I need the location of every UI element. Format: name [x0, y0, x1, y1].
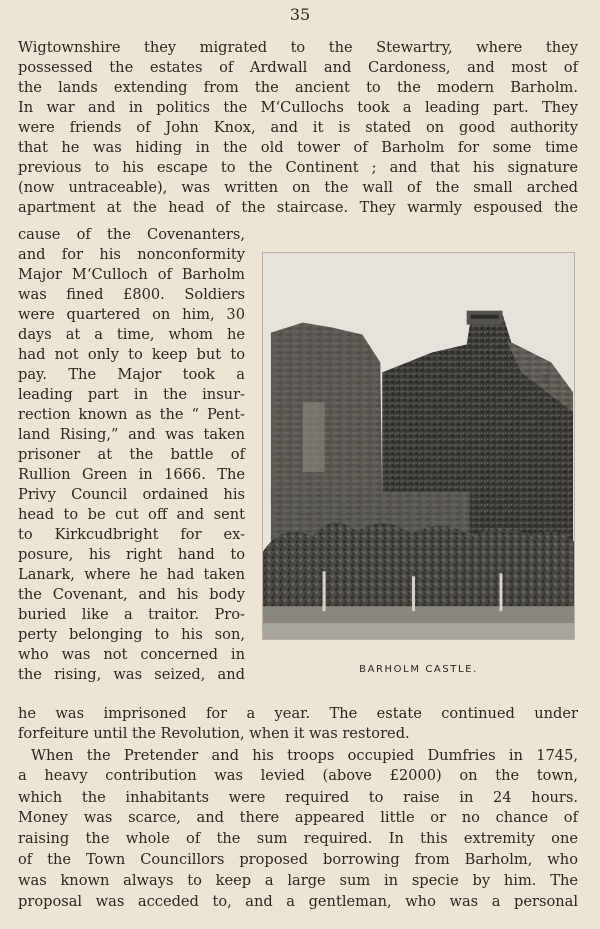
column-text-line: was fined £800. Soldiers — [18, 286, 245, 303]
column-text-line: perty belonging to his son, — [18, 626, 245, 643]
text-line: a heavy contribution was levied (above £2000) on the town, — [18, 767, 578, 784]
column-text-line: were quartered on him, 30 — [18, 306, 245, 323]
column-text-line: Privy Council ordained his — [18, 486, 245, 503]
column-text-line: prisoner at the battle of — [18, 446, 245, 463]
figure-caption: BARHOLM CASTLE. — [359, 664, 478, 675]
column-text-line: leading part in the insur- — [18, 386, 245, 403]
text-line: (now untraceable), was written on the wall of the small arched — [18, 179, 578, 196]
column-text-line: the Covenant, and his body — [18, 586, 245, 603]
page-number: 35 — [289, 5, 311, 24]
column-text-line: head to be cut off and sent — [18, 506, 245, 523]
text-line: previous to his escape to the Continent ; and that his signature — [18, 159, 578, 176]
column-text-line: had not only to keep but to — [18, 346, 245, 363]
column-text-line: who was not concerned in — [18, 646, 245, 663]
castle-photograph — [262, 252, 575, 640]
text-line: possessed the estates of Ardwall and Cardoness, and most of — [18, 59, 578, 76]
text-line: was known always to keep a large sum in specie by him. The — [18, 872, 578, 889]
text-line: he was imprisoned for a year. The estate continued under — [18, 705, 578, 722]
column-text-line: the rising, was seized, and — [18, 666, 245, 683]
text-line: the lands extending from the ancient to the modern Barholm. — [18, 79, 578, 96]
column-text-line: and for his nonconformity — [18, 246, 245, 263]
column-text-line: buried like a traitor. Pro- — [18, 606, 245, 623]
column-text-line: cause of the Covenanters, — [18, 226, 245, 243]
text-line: raising the whole of the sum required. In this extremity one — [18, 830, 578, 847]
text-line: Money was scarce, and there appeared little or no chance of — [18, 809, 578, 826]
text-line: were friends of John Knox, and it is stated on good authority — [18, 119, 578, 136]
text-line: that he was hiding in the old tower of Barholm for some time — [18, 139, 578, 156]
text-line: When the Pretender and his troops occupied Dumfries in 1745, — [31, 747, 578, 764]
column-text-line: Rullion Green in 1666. The — [18, 466, 245, 483]
text-line: forfeiture until the Revolution, when it was restored. — [18, 725, 410, 742]
castle-illustration — [263, 253, 574, 639]
text-line: proposal was acceded to, and a gentleman, who was a personal — [18, 893, 578, 910]
column-text-line: Major M‘Culloch of Barholm — [18, 266, 245, 283]
text-line: apartment at the head of the staircase. They warmly espoused the — [18, 199, 578, 216]
text-line: which the inhabitants were required to raise in 24 hours. — [18, 789, 578, 806]
column-text-line: to Kirkcudbright for ex- — [18, 526, 245, 543]
column-text-line: rection known as the “ Pent- — [18, 406, 245, 423]
column-text-line: land Rising,” and was taken — [18, 426, 245, 443]
column-text-line: posure, his right hand to — [18, 546, 245, 563]
text-line: Wigtownshire they migrated to the Stewartry, where they — [18, 39, 578, 56]
text-line: of the Town Councillors proposed borrowing from Barholm, who — [18, 851, 578, 868]
column-text-line: pay. The Major took a — [18, 366, 245, 383]
column-text-line: Lanark, where he had taken — [18, 566, 245, 583]
text-line: In war and in politics the M‘Cullochs took a leading part. They — [18, 99, 578, 116]
column-text-line: days at a time, whom he — [18, 326, 245, 343]
